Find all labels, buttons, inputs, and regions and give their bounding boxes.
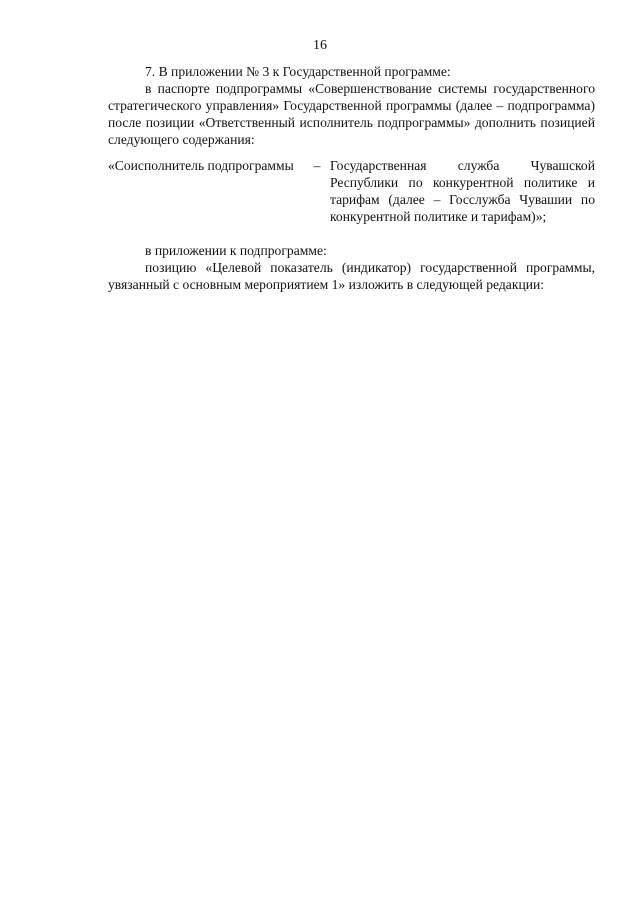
paragraph-appendix: в приложении к подпрограмме: [145, 243, 327, 258]
position-dash: – [313, 158, 321, 173]
amendment-section [108, 63, 595, 148]
paragraph-passport: в паспорте подпрограммы «Совершенствование системы государственного стратегического управления» Государственной программы (далее – подпрограмма) после позиции «Ответственный исполнитель подпрограммы» дополнить позицией следующего содержания: [108, 81, 595, 147]
paragraph-item-7: 7. В приложении № 3 к Государственной программе: [145, 64, 451, 79]
page-number: 16 [313, 38, 327, 53]
paragraph-indicator: позицию «Целевой показатель (индикатор) государственной программы, увязанный с основным мероприятием 1» изложить в следующей редакции: [108, 260, 595, 292]
position-value: Государственная служба Чувашской Республики по конкурентной политике и тарифам (далее – Госслужба Чувашии по конкурентной политике и тарифам)»; [330, 158, 595, 224]
table-row [108, 157, 595, 225]
appendix-section [108, 242, 595, 293]
position-table [108, 157, 595, 225]
position-name: «Соисполнитель подпрограммы [108, 158, 294, 173]
